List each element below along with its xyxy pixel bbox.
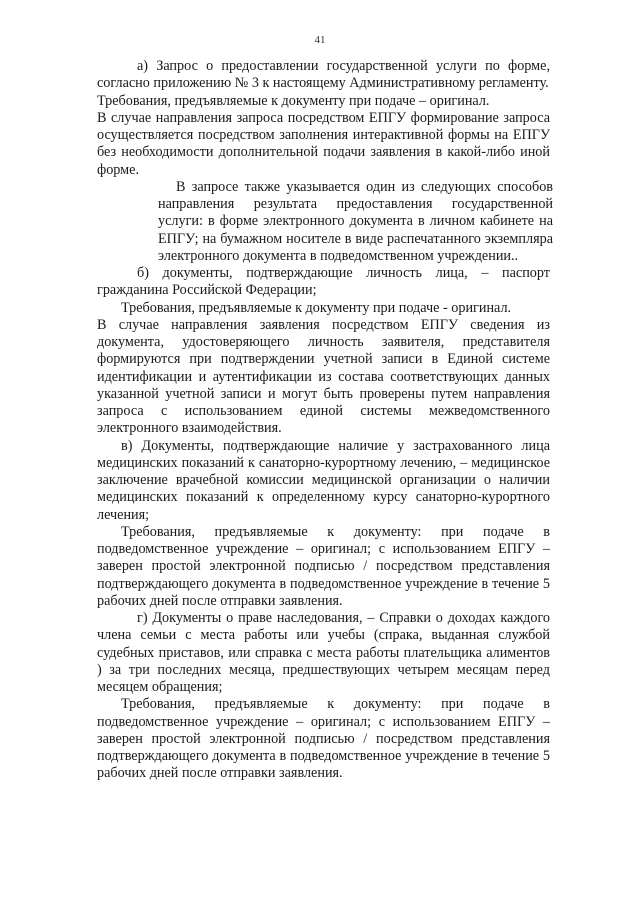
page-number: 41: [314, 34, 326, 46]
paragraph-identity-documents: б) документы, подтверждающие личность лица, – паспорт гражданина Российской Федерации;: [97, 265, 550, 299]
paragraph-inheritance-documents: г) Документы о праве наследования, – Справки о доходах каждого члена семьи с места работы или учебы (спрака, выданная службой судебных приставов, или справка с места работы плательщика алиментов ) за три последних месяца, предшествующих четырем месяцам перед месяцем обращения;: [97, 610, 550, 695]
paragraph-epgu-request: В случае направления запроса посредством ЕПГУ формирование запроса осуществляется посредством заполнения интерактивной формы на ЕПГУ без необходимости дополнительной подачи заявления в какой-либо иной форме.: [97, 109, 550, 178]
paragraph-requirements-original: Требования, предъявляемые к документу при подаче – оригинал.: [97, 92, 490, 109]
paragraph-request-form: а) Запрос о предоставлении государственной услуги по форме, согласно приложению № 3 к настоящему Административному регламенту.: [97, 58, 550, 92]
paragraph-medical-requirements: Требования, предъявляемые к документу: при подаче в подведомственное учреждение – оригинал; с использованием ЕПГУ – заверен простой электронной подписью / посредством представления подтверждающего документа в подведомственное учреждение в течение 5 рабочих дней после отправки заявления.: [97, 523, 550, 609]
document-body: [97, 58, 553, 783]
paragraph-epgu-identity: В случае направления заявления посредством ЕПГУ сведения из документа, удостоверяющего личность заявителя, представителя формируются при подтверждении учетной записи в Единой системе идентификации и аутентификации из состава соответствующих данных указанной учетной записи и могут быть проверены путем направления запроса с использованием единой системы межведомственного электронного взаимодействия.: [97, 316, 550, 437]
paragraph-medical-documents: в) Документы, подтверждающие наличие у застрахованного лица медицинских показаний к санаторно-курортному лечению, – медицинское заключение врачебной комиссии медицинской организации о наличии медицинских показаний к определенному курсу санаторно-курортного лечения;: [97, 437, 550, 523]
paragraph-inheritance-requirements: Требования, предъявляемые к документу: при подаче в подведомственное учреждение – оригинал; с использованием ЕПГУ – заверен простой электронной подписью / посредством представления подтверждающего документа в подведомственное учреждение в течение 5 рабочих дней после отправки заявления.: [97, 696, 550, 782]
paragraph-requirements-original-2: Требования, предъявляемые к документу при подаче - оригинал.: [121, 299, 512, 316]
paragraph-result-delivery-method: В запросе также указывается один из следующих способов направления результата предоставления государственной услуги: в форме электронного документа в личном кабинете на ЕПГУ; на бумажном носителе в виде распечатанного экземпляра электронного документа в подведомственном учреждении..: [158, 178, 553, 264]
